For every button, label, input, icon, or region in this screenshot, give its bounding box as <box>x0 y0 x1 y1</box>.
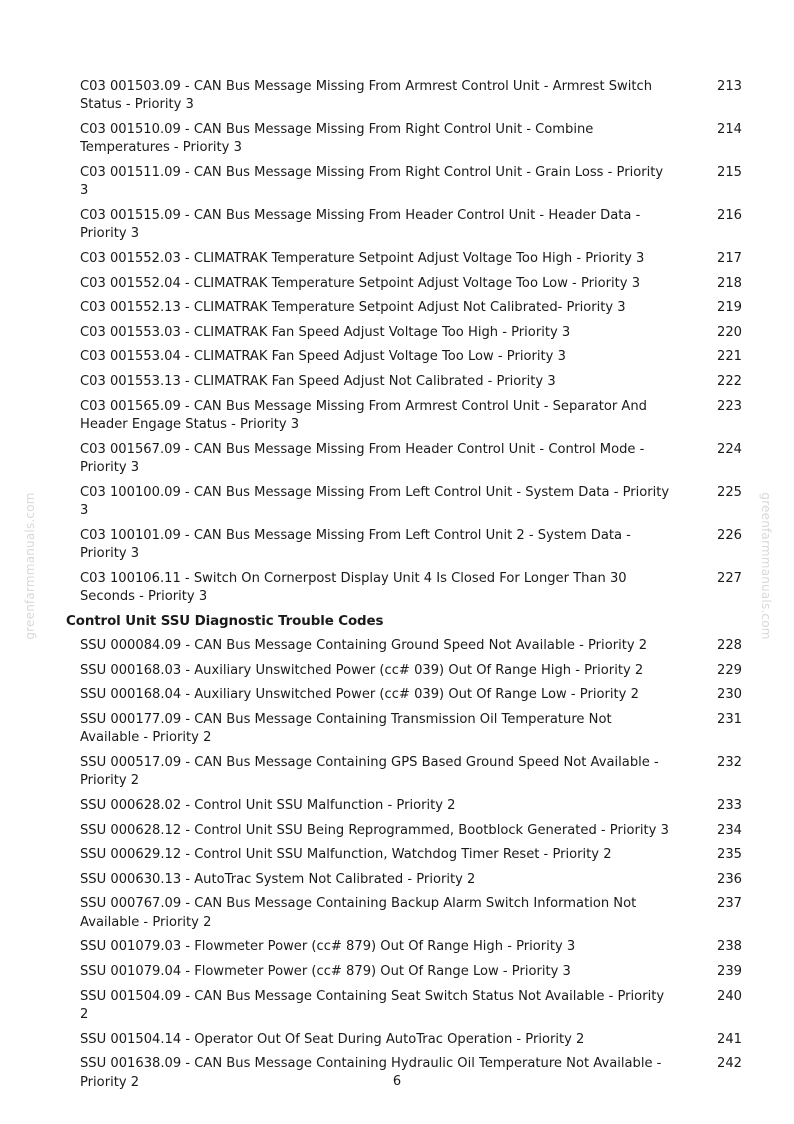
toc-entry-page: 220 <box>717 324 742 340</box>
toc-entry-title: C03 001503.09 - CAN Bus Message Missing From Armrest Control Unit - Armrest Switch Status - Priority 3 <box>80 79 653 113</box>
toc-entry-page: 215 <box>717 165 742 180</box>
toc-entry-page: 242 <box>717 1056 742 1072</box>
toc-entry-title: C03 001511.09 - CAN Bus Message Missing From Right Control Unit - Grain Loss - Priority 3 <box>80 165 664 199</box>
toc-entry-page: 231 <box>717 711 742 727</box>
toc-entry[interactable] <box>66 938 746 956</box>
toc-group-c03 <box>66 78 746 606</box>
toc-entry[interactable] <box>66 275 746 293</box>
toc-entry-page: 233 <box>717 797 742 813</box>
toc-entry-page: 240 <box>717 988 742 1004</box>
toc-entry[interactable] <box>66 637 746 655</box>
toc-entry[interactable] <box>66 207 746 244</box>
toc-entry-page: 235 <box>717 847 742 863</box>
toc-entry-title: C03 001552.04 - CLIMATRAK Temperature Setpoint Adjust Voltage Too Low - Priority 3 <box>80 275 641 291</box>
table-of-contents <box>66 78 746 1098</box>
toc-entry-page: 221 <box>717 349 742 365</box>
toc-entry[interactable] <box>66 846 746 864</box>
toc-entry[interactable] <box>66 121 746 158</box>
toc-entry[interactable] <box>66 754 746 791</box>
toc-entry[interactable] <box>66 373 746 391</box>
toc-entry[interactable] <box>66 299 746 317</box>
toc-entry-page: 224 <box>717 441 742 457</box>
toc-entry[interactable] <box>66 484 746 521</box>
toc-entry-page: 241 <box>717 1031 742 1047</box>
toc-entry[interactable] <box>66 250 746 268</box>
toc-entry-title: C03 001552.13 - CLIMATRAK Temperature Setpoint Adjust Not Calibrated- Priority 3 <box>80 300 626 316</box>
toc-entry[interactable] <box>66 686 746 704</box>
toc-entry-title: SSU 001079.03 - Flowmeter Power (cc# 879) Out Of Range High - Priority 3 <box>80 939 576 955</box>
toc-entry[interactable] <box>66 822 746 840</box>
toc-entry-page: 222 <box>717 373 742 389</box>
toc-entry-page: 214 <box>717 122 742 137</box>
toc-entry-title: SSU 000630.13 - AutoTrac System Not Calibrated - Priority 2 <box>80 871 476 887</box>
toc-entry[interactable] <box>66 398 746 435</box>
toc-entry-page: 216 <box>717 208 742 223</box>
toc-entry-title: C03 001552.03 - CLIMATRAK Temperature Setpoint Adjust Voltage Too High - Priority 3 <box>80 251 645 266</box>
toc-entry-title: C03 001553.03 - CLIMATRAK Fan Speed Adjust Voltage Too High - Priority 3 <box>80 324 571 340</box>
toc-entry-title: SSU 000767.09 - CAN Bus Message Containing Backup Alarm Switch Information Not Available - Priority 2 <box>80 896 637 930</box>
toc-entry[interactable] <box>66 711 746 748</box>
toc-entry-page: 225 <box>717 484 742 500</box>
toc-entry[interactable] <box>66 662 746 680</box>
section-heading: Control Unit SSU Diagnostic Trouble Codes <box>66 613 384 629</box>
toc-entry-page: 232 <box>717 754 742 770</box>
toc-entry[interactable] <box>66 871 746 889</box>
toc-entry-title: SSU 000628.12 - Control Unit SSU Being Reprogrammed, Bootblock Generated - Priority 3 <box>80 822 669 838</box>
toc-entry-title: C03 001565.09 - CAN Bus Message Missing From Armrest Control Unit - Separator And Header Engage Status - Priority 3 <box>80 398 647 432</box>
toc-entry-title: SSU 000628.02 - Control Unit SSU Malfunction - Priority 2 <box>80 797 456 813</box>
toc-entry-title: C03 001553.04 - CLIMATRAK Fan Speed Adjust Voltage Too Low - Priority 3 <box>80 349 566 365</box>
toc-entry[interactable] <box>66 1031 746 1049</box>
toc-entry-page: 213 <box>717 79 742 94</box>
toc-entry-title: C03 001515.09 - CAN Bus Message Missing From Header Control Unit - Header Data - Priority 3 <box>80 208 641 242</box>
toc-entry-title: C03 100106.11 - Switch On Cornerpost Display Unit 4 Is Closed For Longer Than 30 Seconds - Priority 3 <box>80 570 627 604</box>
toc-entry-page: 218 <box>717 275 742 291</box>
toc-entry[interactable] <box>66 324 746 342</box>
toc-entry[interactable] <box>66 963 746 981</box>
toc-entry-page: 223 <box>717 398 742 414</box>
toc-entry-title: SSU 000629.12 - Control Unit SSU Malfunction, Watchdog Timer Reset - Priority 2 <box>80 847 612 863</box>
toc-entry[interactable] <box>66 895 746 932</box>
toc-entry-title: SSU 000177.09 - CAN Bus Message Containing Transmission Oil Temperature Not Available - Priority 2 <box>80 711 612 746</box>
toc-entry-title: SSU 000168.03 - Auxiliary Unswitched Power (cc# 039) Out Of Range High - Priority 2 <box>80 662 644 678</box>
toc-entry-page: 234 <box>717 822 742 838</box>
toc-entry-page: 238 <box>717 939 742 955</box>
toc-entry-title: C03 100100.09 - CAN Bus Message Missing From Left Control Unit - System Data - Priority 3 <box>80 484 670 518</box>
toc-entry-page: 227 <box>717 570 742 586</box>
toc-entry[interactable] <box>66 527 746 564</box>
toc-group-ssu <box>66 637 746 1092</box>
toc-entry-page: 228 <box>717 638 742 654</box>
toc-entry[interactable] <box>66 164 746 201</box>
toc-entry-title: SSU 001079.04 - Flowmeter Power (cc# 879) Out Of Range Low - Priority 3 <box>80 963 571 979</box>
toc-entry[interactable] <box>66 797 746 815</box>
page-number: 6 <box>392 1074 402 1089</box>
toc-entry-page: 217 <box>717 251 742 266</box>
toc-entry-title: C03 001510.09 - CAN Bus Message Missing From Right Control Unit - Combine Temperatures - Priority 3 <box>80 122 594 156</box>
watermark-left: greenfarmmanuals.com <box>23 492 37 640</box>
toc-entry[interactable] <box>66 78 746 115</box>
toc-entry[interactable] <box>66 441 746 478</box>
toc-entry-title: C03 001567.09 - CAN Bus Message Missing From Header Control Unit - Control Mode - Priority 3 <box>80 441 645 475</box>
toc-entry-title: SSU 001638.09 - CAN Bus Message Containing Hydraulic Oil Temperature Not Available - Priority 2 <box>80 1056 662 1090</box>
toc-entry[interactable] <box>66 988 746 1025</box>
toc-entry-title: SSU 000168.04 - Auxiliary Unswitched Power (cc# 039) Out Of Range Low - Priority 2 <box>80 687 639 703</box>
toc-entry-title: C03 100101.09 - CAN Bus Message Missing From Left Control Unit 2 - System Data - Priority 3 <box>80 527 631 561</box>
toc-entry-page: 229 <box>717 662 742 678</box>
toc-entry-page: 230 <box>717 687 742 703</box>
toc-entry-title: SSU 001504.09 - CAN Bus Message Containing Seat Switch Status Not Available - Priority 2 <box>80 988 665 1022</box>
toc-entry[interactable] <box>66 570 746 607</box>
toc-entry-page: 236 <box>717 871 742 887</box>
toc-entry-title: SSU 000084.09 - CAN Bus Message Containing Ground Speed Not Available - Priority 2 <box>80 638 648 654</box>
toc-entry[interactable] <box>66 348 746 366</box>
toc-entry-title: SSU 001504.14 - Operator Out Of Seat During AutoTrac Operation - Priority 2 <box>80 1031 585 1047</box>
toc-entry-page: 226 <box>717 527 742 543</box>
watermark-right: greenfarmmanuals.com <box>759 492 773 640</box>
toc-entry-title: SSU 000517.09 - CAN Bus Message Containing GPS Based Ground Speed Not Available - Priority 2 <box>80 754 659 789</box>
toc-entry-page: 237 <box>717 896 742 912</box>
toc-entry-page: 239 <box>717 963 742 979</box>
toc-entry-page: 219 <box>717 300 742 316</box>
toc-entry-title: C03 001553.13 - CLIMATRAK Fan Speed Adjust Not Calibrated - Priority 3 <box>80 373 556 389</box>
